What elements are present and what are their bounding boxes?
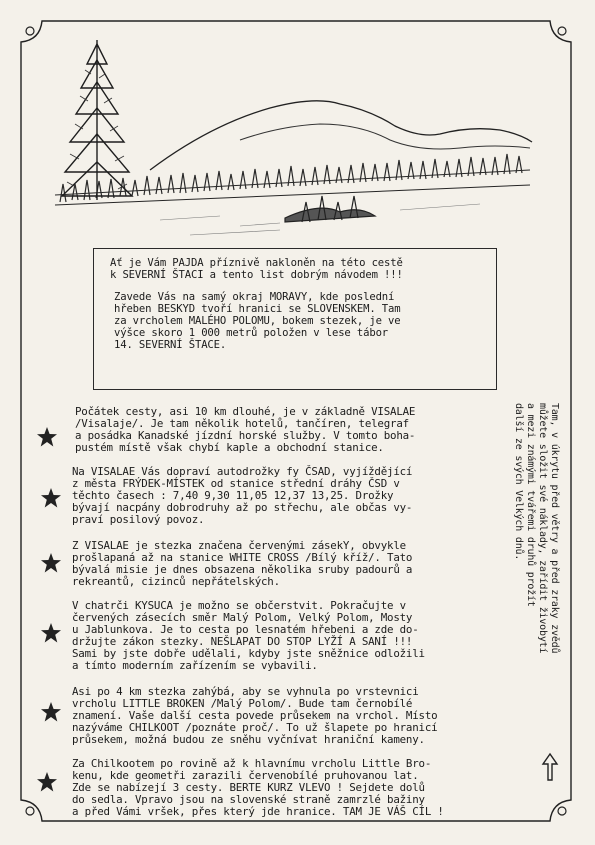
star-icon (40, 552, 62, 574)
paragraph-line: z města FRÝDEK-MÍSTEK od stanice střední dráhy ČSD v (72, 477, 400, 490)
side-note-vertical (440, 403, 560, 654)
side-note-line: Tam, v úkrytu před větry a před zraky zvědů (549, 403, 560, 654)
paragraph-line: Počátek cesty, asi 10 km dlouhé, je v základně VISALAE (75, 405, 416, 418)
intro-line: Ať je Vám PAJDA příznivě nakloněn na této cestě (110, 257, 403, 269)
star-icon (40, 701, 62, 723)
paragraph-line: znamení. Vaše další cesta povede průsekem na vrchol. Místo (72, 709, 438, 722)
paragraph-line: těchto časech : 7,40 9,30 11,05 12,37 13,25. Drožky (72, 489, 394, 502)
side-note-line: můžete složit své náklady, zařídit živobytí (537, 403, 548, 654)
intro-line: výšce skoro 1 000 metrů položen v lese tábor (114, 327, 389, 339)
star-icon (40, 487, 62, 509)
paragraph-line: kenu, kde geometři zarazili červenobílé pruhovanou lat. (72, 769, 419, 782)
paragraph-line: V chatrči KYSUCA je možno se občerstvit. Pokračujte v (72, 599, 406, 612)
paragraph-line: průsekem, možná budou ze sněhu vyčnívat hraniční kameny. (72, 733, 425, 746)
paragraph-line: do sedla. Vpravo jsou na slovenské straně zamrzlé bažiny (72, 793, 425, 806)
paragraph-line: pustém místě však chybí kaple a obchodní stanice. (75, 441, 384, 454)
intro-line: k SEVERNÍ ŠTACI a tento list dobrým návodem !!! (110, 269, 403, 281)
mountain-landscape-illustration (40, 30, 540, 255)
paragraph-line: /Visalaje/. Je tam několik hotelů, tančíren, telegraf (75, 417, 409, 430)
star-icon (36, 426, 58, 448)
paragraph-line: bývalá misie je dnes obsazena několika sruby padourů a (72, 563, 413, 576)
paragraph-line: Z VISALAE je stezka značena červenými zásekY, obvykle (72, 539, 406, 552)
intro-line: Zavede Vás na samý okraj MORAVY, kde poslední (114, 291, 395, 303)
star-icon (36, 771, 58, 793)
paragraph-line: Na VISALAE Vás dopraví autodrožky fy ČSAD, vyjíždějící (72, 465, 413, 478)
paragraph-line: bývají nacpány dobrodruhy až po střechu, ale občas vy- (72, 501, 413, 514)
paragraph-line: Zde se nabízejí 3 cesty. BERTE KURZ VLEVO ! Sejdete dolů (72, 781, 425, 794)
paragraph-line: nazýváme CHILKOOT /poznáte proč/. To už šlapete po hranicí (72, 721, 438, 734)
intro-box (93, 248, 497, 390)
side-note-line: a mezi známými tvářemi druhů prožít (525, 403, 536, 607)
paragraph-line: Za Chilkootem po rovině až k hlavnímu vrcholu Little Bro- (72, 757, 432, 770)
intro-line: hřeben BESKYD tvoří hranici se SLOVENSKEM. Tam (114, 303, 401, 315)
paragraph-line: a před Vámi vršek, přes který jde hranice. TAM JE VÁŠ CÍL ! (72, 805, 444, 818)
paragraph-line: praví posilový povoz. (72, 513, 205, 526)
paragraph-line: držujte zákon stezky. NEŠLAPAT DO STOP LYŽÍ A SANÍ !!! (72, 635, 413, 648)
paragraph-line: a posádka Kanadské jízdní horské služby. V tomto boha- (75, 429, 416, 442)
paragraph-line: Asi po 4 km stezka zahýbá, aby se vyhnula po vrstevnici (72, 685, 419, 698)
paragraph-line: rekreantů, cizinců nepřátelských. (72, 575, 280, 588)
paragraph-line: prošlapaná až na stanice WHITE CROSS /Bílý kříž/. Tato (72, 551, 413, 564)
paragraph-line: vrcholu LITTLE BROKEN /Malý Polom/. Bude tam černobílé (72, 697, 413, 710)
paragraph-line: Sami by jste dobře udělali, kdyby jste sněžnice odložili (72, 647, 425, 660)
side-note-line: další ze svých Velkých dnů. (513, 403, 524, 561)
intro-line: za vrcholem MALÉHO POLOMU, bokem stezek, je ve (114, 315, 401, 327)
paragraph-line: u Jablunkova. Je to cesta po lesnatém hřebeni a zde do- (72, 623, 419, 636)
star-icon (40, 622, 62, 644)
intro-line: 14. SEVERNÍ ŠTACE. (114, 339, 227, 351)
paragraph-line: a tímto moderním zařízením se vybavili. (72, 659, 318, 672)
arrow-up-icon (540, 752, 560, 782)
paragraph-line: červených zásecích směr Malý Polom, Velký Polom, Mosty (72, 611, 413, 624)
